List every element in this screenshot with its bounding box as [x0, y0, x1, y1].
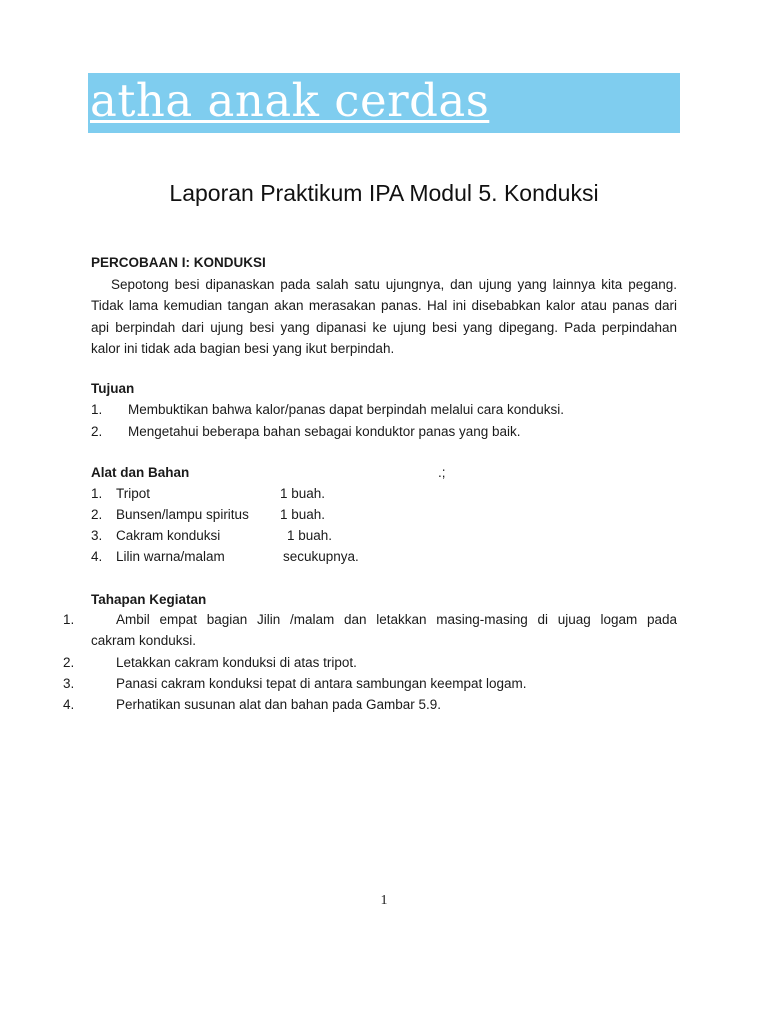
tahapan-item-text: Panasi cakram konduksi tepat di antara sambungan keempat logam.	[116, 676, 527, 691]
tahapan-item-text: Perhatikan susunan alat dan bahan pada Gambar 5.9.	[116, 697, 441, 712]
alat-item-qty: 1 buah.	[287, 528, 333, 543]
experiment-paragraph: Sepotong besi dipanaskan pada salah satu ujungnya, dan ujung yang lainnya kita pegang. Tidak lama kemudian tangan akan merasakan panas. Hal ini disebabkan kalor atau panas dari api berpindah dari ujung besi yang dipanasi ke ujung besi yang dipegang. Pada perpindahan kalor ini tidak ada bagian besi yang ikut berpindah.	[91, 277, 677, 356]
tujuan-item-number: 2.	[91, 424, 103, 439]
alat-item-number: 3.	[91, 528, 103, 543]
page-number: 1	[380, 893, 388, 908]
page-title: Laporan Praktikum IPA Modul 5. Konduksi	[169, 180, 599, 206]
tujuan-item-text: Membuktikan bahwa kalor/panas dapat berpindah melalui cara konduksi.	[128, 402, 565, 417]
header-banner	[88, 73, 680, 133]
alat-item-number: 1.	[91, 486, 103, 501]
alat-item-name: Bunsen/lampu spiritus	[116, 507, 249, 522]
tahapan-item-text: Letakkan cakram konduksi di atas tripot.	[116, 655, 357, 670]
tahapan-item-number: 4.	[63, 697, 75, 712]
alat-item-qty: 1 buah.	[280, 486, 326, 501]
alat-heading: Alat dan Bahan	[91, 465, 190, 480]
tujuan-heading: Tujuan	[91, 381, 135, 396]
tahapan-item-number: 2.	[63, 655, 75, 670]
alat-item-number: 2.	[91, 507, 103, 522]
tahapan-item-number: 1.	[63, 612, 75, 627]
tahapan-item-continuation: cakram konduksi.	[91, 633, 197, 648]
banner-title[interactable]: atha anak cerdas	[90, 74, 490, 127]
alat-mark: .;	[438, 465, 446, 480]
alat-item-qty: 1 buah.	[280, 507, 326, 522]
tahapan-item-number: 3.	[63, 676, 75, 691]
alat-item-name: Lilin warna/malam	[116, 549, 225, 564]
tahapan-heading: Tahapan Kegiatan	[91, 592, 207, 607]
alat-item-number: 4.	[91, 549, 103, 564]
alat-item-name: Cakram konduksi	[116, 528, 221, 543]
alat-item-name: Tripot	[116, 486, 151, 501]
alat-item-qty: secukupnya.	[283, 549, 359, 564]
experiment-heading: PERCOBAAN I: KONDUKSI	[91, 255, 266, 270]
tahapan-item-text: Ambil empat bagian Jilin /malam dan letakkan masing-masing di ujuag logam pada	[116, 612, 677, 627]
tujuan-item-text: Mengetahui beberapa bahan sebagai konduktor panas yang baik.	[128, 424, 521, 439]
tujuan-item-number: 1.	[91, 402, 103, 417]
